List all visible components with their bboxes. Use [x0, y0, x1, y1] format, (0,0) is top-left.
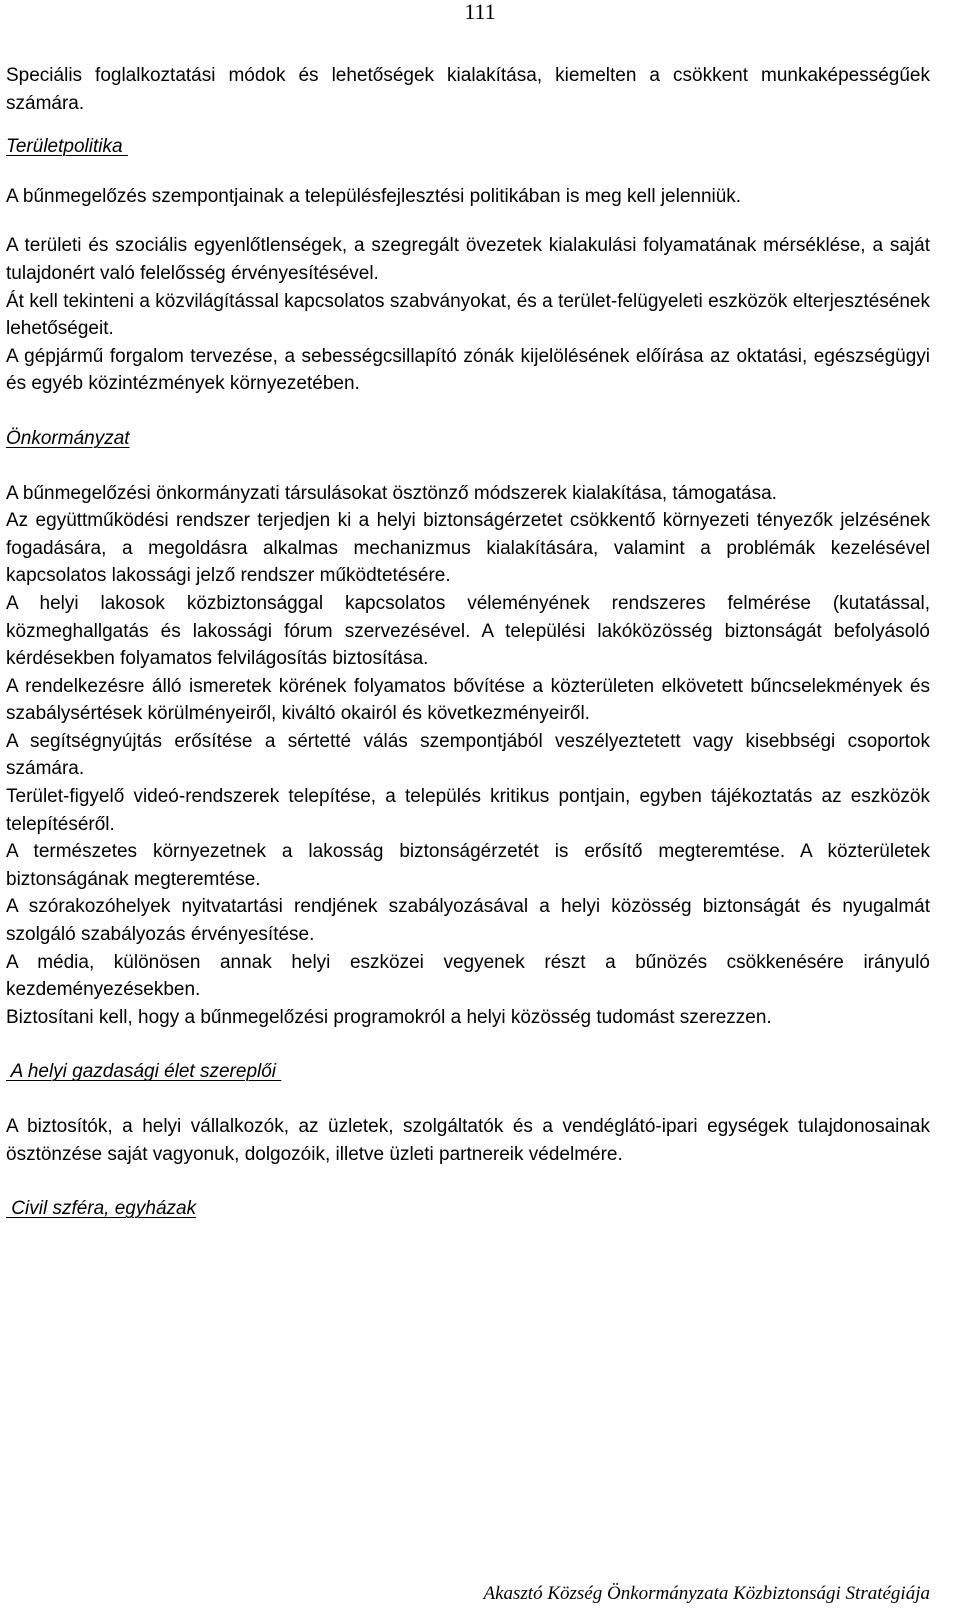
paragraph: Biztosítani kell, hogy a bűnmegelőzési programokról a helyi közösség tudomást szerezzen.	[6, 1006, 772, 1028]
section-heading-civil: Civil szféra, egyházak	[6, 1198, 197, 1220]
paragraph: A biztosítók, a helyi vállalkozók, az üzletek, szolgáltatók és a vendéglátó-ipari egységek tulajdonosainak ösztönzése saját vagyonuk, dolgozóik, illetve üzleti partnereik védelmére.	[6, 1116, 930, 1165]
paragraph: A bűnmegelőzési önkormányzati társulásokat ösztönző módszerek kialakítása, támogatása.	[6, 482, 777, 504]
paragraph: A természetes környezetnek a lakosság biztonságérzetét is erősítő megteremtése. A közterületek biztonságának megteremtése.	[6, 841, 930, 890]
paragraph: A média, különösen annak helyi eszközei vegyenek részt a bűnözés csökkenésére irányuló kezdeményezésekben.	[6, 951, 930, 1001]
paragraph: A rendelkezésre álló ismeretek körének folyamatos bővítése a közterületen elkövetett bűncselekmények és szabálysértések körülményeiről, kiváltó okairól és következményeiről.	[6, 675, 930, 725]
paragraph-intro: Speciális foglalkoztatási módok és lehetőségek kialakítása, kiemelten a csökkent munkaképességűek számára.	[6, 65, 930, 114]
paragraph: A szórakozóhelyek nyitvatartási rendjének szabályozásával a helyi közösség biztonságát és nyugalmát szolgáló szabályozás érvényesítése.	[6, 896, 930, 946]
paragraph: A területi és szociális egyenlőtlenségek, a szegregált övezetek kialakulási folyamatának mérséklése, a saját tulajdonért való felelősség érvényesítésével.	[6, 235, 930, 284]
paragraph: Az együttműködési rendszer terjedjen ki a helyi biztonságérzetet csökkentő környezeti tényezők jelzésének fogadására, a megoldásra alkalmas mechanizmus kialakítására, valamint a problémák kezelésével kapcsolatos lakossági jelző rendszer működtetésére.	[6, 510, 930, 587]
section-heading-gazdasagi: A helyi gazdasági élet szereplői	[6, 1061, 282, 1083]
paragraph: A helyi lakosok közbiztonsággal kapcsolatos véleményének rendszeres felmérése (kutatással, közmeghallgatás és lakossági fórum szervezésével. A települési lakóközösség biztonságát befolyásoló kérdésekben folyamatos felvilágosítás biztosítása.	[6, 592, 930, 670]
page-number: 111	[464, 0, 496, 24]
document-body	[6, 62, 930, 1223]
paragraph: A gépjármű forgalom tervezése, a sebességcsillapító zónák kijelölésének előírása az oktatási, egészségügyi és egyéb közintézmények környezetében.	[6, 345, 930, 395]
paragraph: Terület-figyelő videó-rendszerek telepítése, a település kritikus pontjain, egyben tájékoztatás az eszközök telepítéséről.	[6, 786, 930, 835]
paragraph: A segítségnyújtás erősítése a sértetté válás szempontjából veszélyeztetett vagy kisebbségi csoportok számára.	[6, 730, 930, 780]
paragraph: Át kell tekinteni a közvilágítással kapcsolatos szabványokat, és a terület-felügyeleti eszközök elterjesztésének lehetőségeit.	[6, 290, 930, 340]
page-footer: Akasztó Község Önkormányzata Közbiztonsági Stratégiája	[483, 1583, 930, 1604]
section-heading-teruletpolitika: Területpolitika	[6, 136, 128, 158]
section-heading-onkormanyzat: Önkormányzat	[6, 427, 130, 449]
paragraph: A bűnmegelőzés szempontjainak a településfejlesztési politikában is meg kell jelenniük.	[6, 185, 742, 207]
